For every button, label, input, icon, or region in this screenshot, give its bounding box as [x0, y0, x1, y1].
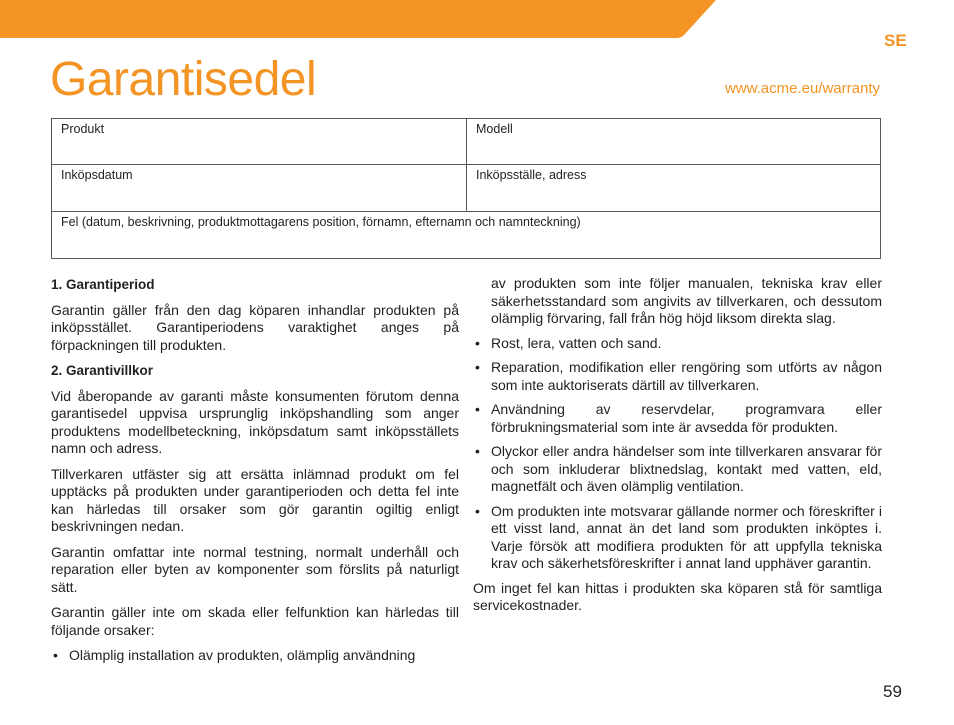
section2-paragraph-4: Garantin gäller inte om skada eller felfunktion kan härledas till följande orsaker:	[51, 604, 459, 638]
list-item	[51, 647, 459, 665]
section1-heading: 1. Garantiperiod	[51, 277, 155, 292]
warranty-url-link[interactable]: www.acme.eu/warranty	[724, 80, 880, 97]
bullet-icon: •	[53, 647, 58, 663]
bullet-icon: •	[475, 443, 480, 459]
fault-description-field[interactable]	[52, 212, 880, 258]
warranty-form-table	[51, 118, 881, 259]
bullet4-text: Användning av reservdelar, programvara eller förbrukningsmaterial som inte är avsedda för produkten.	[491, 401, 882, 435]
language-code: SE	[884, 31, 907, 50]
bullet-icon: •	[475, 359, 480, 375]
purchase-date-field[interactable]	[52, 165, 467, 212]
product-field[interactable]	[52, 119, 467, 165]
bullet5-text: Olyckor eller andra händelser som inte tillverkaren ansvarar för och som inkluderar blixtnedslag, kontakt med vatten, eld, magnetfält och även olämplig ventilation.	[491, 443, 882, 494]
exclusion-list-continued	[473, 335, 882, 573]
bullet1-start: Olämplig installation av produkten, olämplig användning	[69, 647, 416, 663]
bullet6-text: Om produkten inte motsvarar gällande normer och föreskrifter i ett visst land, annat än det land som produkten inköptes i. Varje försök att modifiera produkten för att uppfylla tekniska krav och säkerhetsföreskrifter i annat land upphäver garantin.	[491, 502, 882, 571]
purchase-place-field[interactable]	[467, 165, 880, 212]
list-item	[473, 335, 882, 353]
section2-heading: 2. Garantivillkor	[51, 363, 154, 378]
header-band	[0, 0, 954, 38]
purchase-place-label: Inköpsställe, adress	[476, 168, 587, 182]
list-item	[473, 401, 882, 436]
right-column	[473, 275, 882, 623]
section1-paragraph: Garantin gäller från den dag köparen inhandlar produkten på inköpsstället. Garantiperiodens varaktighet anges på förpackningen till produkten.	[51, 301, 459, 353]
bullet2-text: Rost, lera, vatten och sand.	[491, 334, 662, 351]
model-label: Modell	[476, 122, 513, 136]
model-field[interactable]	[467, 119, 880, 165]
bullet-icon: •	[475, 334, 480, 351]
section2-paragraph-1: Vid åberopande av garanti måste konsumenten förutom denna garantisedel uppvisa ursprunglig inköpshandling som anger produktens modellbeteckning, inköpsdatum samt inköpsställets namn och adress.	[51, 387, 459, 456]
list-item	[473, 443, 882, 496]
list-item	[473, 503, 882, 573]
bullet1-continuation: av produkten som inte följer manualen, tekniska krav eller säkerhetsstandard som angivits av tillverkaren, och dessutom olämplig förvaring, fall från hög höjd liksom direkta slag.	[491, 275, 882, 326]
list-item	[473, 359, 882, 394]
left-column	[51, 276, 459, 672]
bullet3-text: Reparation, modifikation eller rengöring som utförts av någon som inte auktoriserats därtill av tillverkaren.	[491, 359, 882, 393]
closing-paragraph: Om inget fel kan hittas i produkten ska köparen stå för samtliga servicekostnader.	[473, 579, 882, 613]
exclusion-list	[51, 647, 459, 665]
product-label: Produkt	[61, 122, 105, 136]
bullet-icon: •	[475, 401, 480, 417]
section2-paragraph-3: Garantin omfattar inte normal testning, normalt underhåll och reparation eller byten av komponenter som förslits på naturligt sätt.	[51, 543, 459, 595]
section2-paragraph-2: Tillverkaren utfäster sig att ersätta inlämnad produkt om fel upptäcks på produkten under garantiperioden och detta fel inte kan härledas till orsaker som gör garantin ogiltig enligt beskrivningen nedan.	[51, 465, 459, 534]
purchase-date-label: Inköpsdatum	[61, 168, 133, 182]
page-title: Garantisedel	[50, 53, 317, 106]
page-number: 59	[883, 682, 902, 701]
bullet-icon: •	[475, 502, 480, 519]
fault-label: Fel (datum, beskrivning, produktmottagarens position, förnamn, efternamn och namnteckning)	[61, 215, 581, 229]
